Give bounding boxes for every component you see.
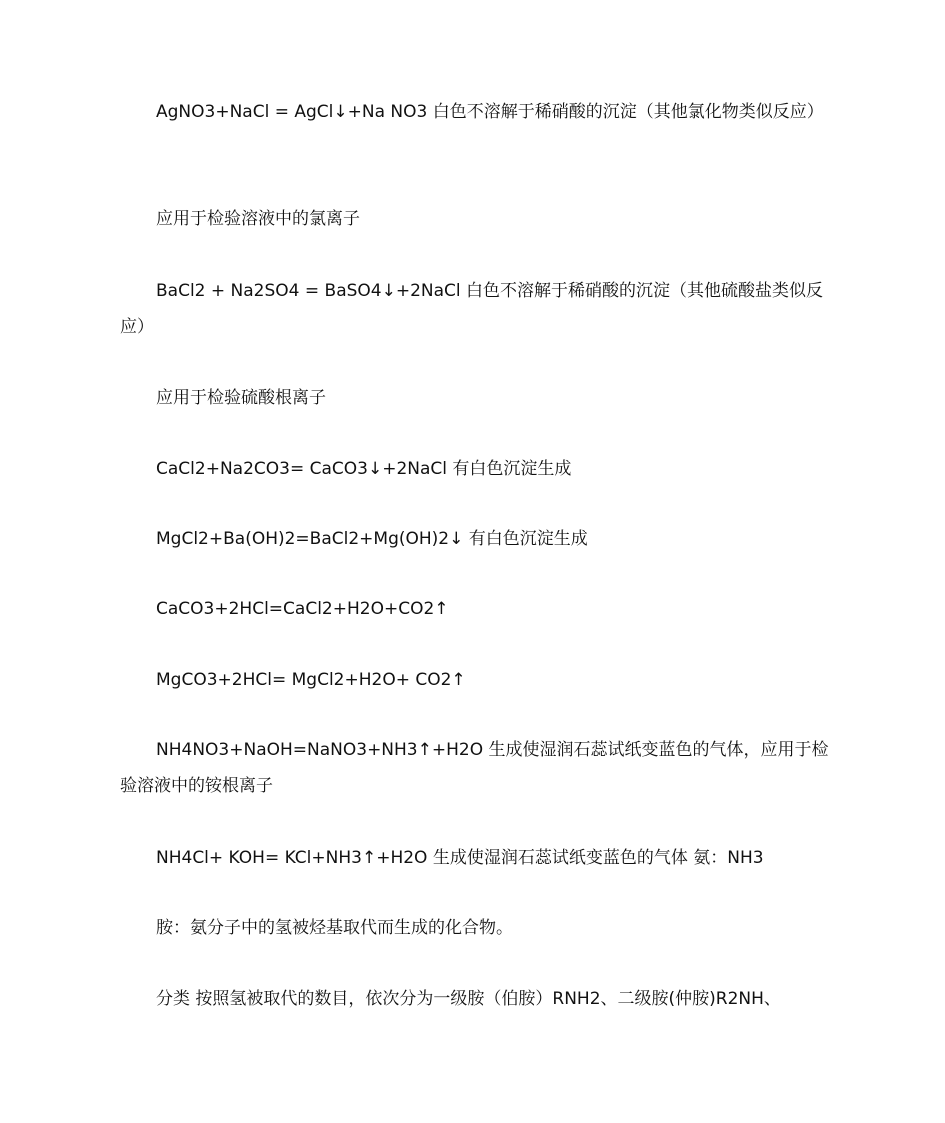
paragraph-ammonium-chloride-reaction: NH4Cl+ KOH= KCl+NH3↑+H2O 生成使湿润石蕊试纸变蓝色的气体 氨：NH3: [156, 848, 764, 868]
paragraph-sulfate-test: 应用于检验硫酸根离子: [156, 388, 326, 408]
paragraph-ammonium-nitrate-reaction: NH4NO3+NaOH=NaNO3+NH3↑+H2O 生成使湿润石蕊试纸变蓝色的气体，应用于检验溶液中的铵根离子: [120, 740, 829, 796]
paragraph-chloride-test: 应用于检验溶液中的氯离子: [156, 209, 360, 229]
paragraph-amine-definition: 胺：氨分子中的氢被烃基取代而生成的化合物。: [156, 918, 513, 938]
paragraph-magnesium-carbonate-acid: MgCO3+2HCl= MgCl2+H2O+ CO2↑: [156, 670, 466, 690]
paragraph-magnesium-hydroxide-precipitation: MgCl2+Ba(OH)2=BaCl2+Mg(OH)2↓ 有白色沉淀生成: [156, 529, 588, 549]
paragraph-silver-chloride-reaction: AgNO3+NaCl = AgCl↓+Na NO3 白色不溶解于稀硝酸的沉淀（其他氯化物类似反应）: [156, 102, 824, 122]
paragraph-barium-sulfate-reaction: BaCl2 + Na2SO4 = BaSO4↓+2NaCl 白色不溶解于稀硝酸的沉淀（其他硫酸盐类似反应）: [120, 281, 824, 337]
paragraph-calcium-carbonate-acid: CaCO3+2HCl=CaCl2+H2O+CO2↑: [156, 599, 449, 619]
paragraph-calcium-carbonate-precipitation: CaCl2+Na2CO3= CaCO3↓+2NaCl 有白色沉淀生成: [156, 459, 572, 479]
paragraph-amine-classification: 分类 按照氢被取代的数目，依次分为一级胺（伯胺）RNH2、二级胺(仲胺)R2NH、: [156, 989, 781, 1009]
